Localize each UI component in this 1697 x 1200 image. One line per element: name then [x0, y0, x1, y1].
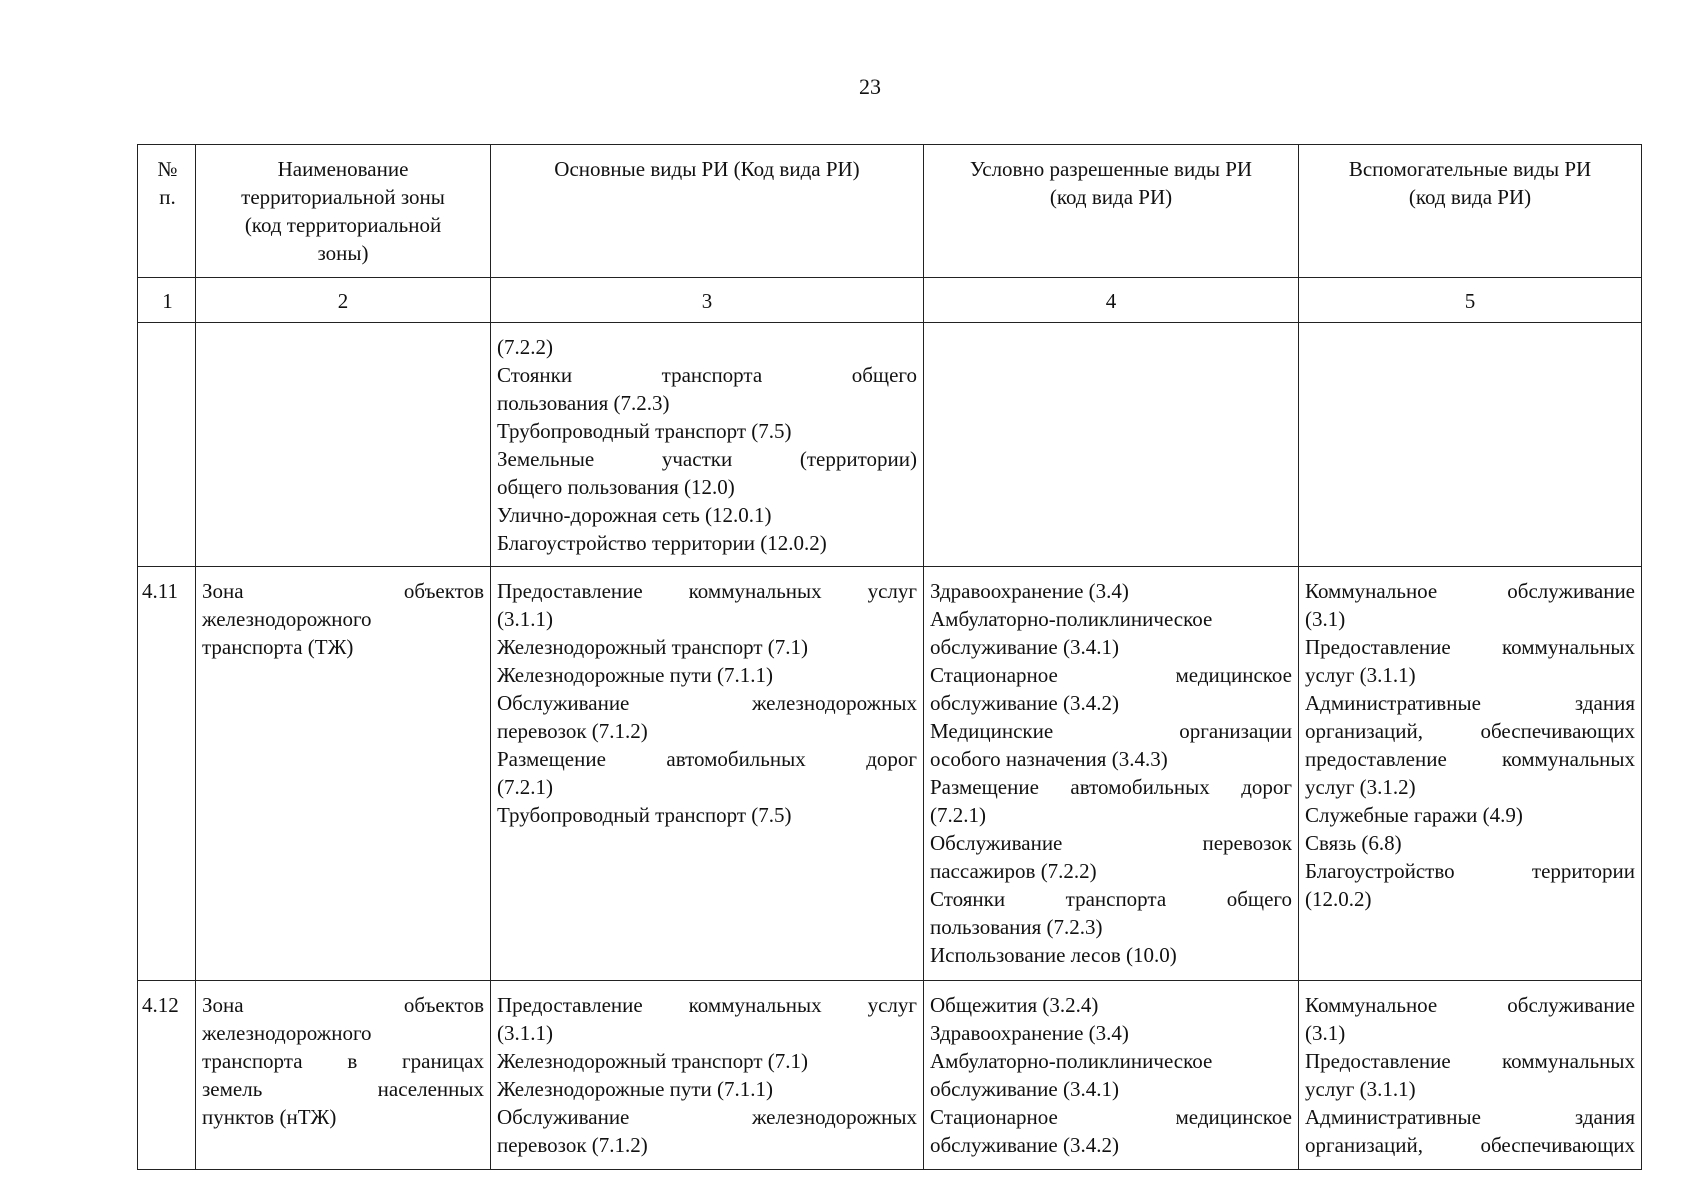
cell-line: Благоустройство территории [1305, 859, 1635, 883]
cell-line: Обслуживание железнодорожных [497, 1105, 917, 1129]
table-row [138, 981, 1642, 1170]
cell-line: Земельные участки (территории) [497, 447, 917, 471]
cell-line: пассажиров (7.2.2) [930, 859, 1097, 883]
auxiliary-uses-text [1305, 991, 1635, 1159]
cell-line: Предоставление коммунальных услуг [497, 579, 917, 603]
cell-line: особого назначения (3.4.3) [930, 747, 1168, 771]
page-number: 23 [859, 74, 881, 99]
cell-line: Стационарное медицинское [930, 663, 1292, 687]
column-number: 5 [1299, 278, 1642, 323]
main-uses-text [497, 577, 917, 829]
cell-line: услуг (3.1.2) [1305, 775, 1416, 799]
row-number: 4.11 [138, 567, 196, 981]
cell-line: Размещение автомобильных дорог [930, 775, 1292, 799]
cell-line: обслуживание (3.4.2) [930, 1133, 1119, 1157]
column-number-row [138, 278, 1642, 323]
cell-line: Коммунальное обслуживание [1305, 993, 1635, 1017]
cell-line: (7.2.1) [930, 803, 986, 827]
auxiliary-uses-cell [1299, 323, 1642, 567]
cell-line: Использование лесов (10.0) [930, 943, 1177, 967]
cell-line: обслуживание (3.4.2) [930, 691, 1119, 715]
cell-line: Здравоохранение (3.4) [930, 1021, 1129, 1045]
header-text [1305, 155, 1635, 211]
cell-line: обслуживание (3.4.1) [930, 635, 1119, 659]
cell-line: Обслуживание железнодорожных [497, 691, 917, 715]
cell-line: перевозок (7.1.2) [497, 719, 648, 743]
header-cell-conditional-uses [924, 145, 1299, 278]
cell-line: Железнодорожные пути (7.1.1) [497, 663, 774, 687]
cell-line: Улично-дорожная сеть (12.0.1) [497, 503, 772, 527]
cell-line: Здравоохранение (3.4) [930, 579, 1129, 603]
cell-line: Обслуживание перевозок [930, 831, 1292, 855]
cell-line: услуг (3.1.1) [1305, 1077, 1416, 1101]
cell-line: обслуживание (3.4.1) [930, 1077, 1119, 1101]
cell-line: Административные здания [1305, 691, 1635, 715]
cell-line: Наименование [277, 157, 409, 181]
header-text [142, 155, 193, 211]
column-number: 2 [196, 278, 491, 323]
cell-line: (код вида РИ) [1049, 185, 1173, 209]
cell-line: транспорта (ТЖ) [202, 635, 354, 659]
table-header-row [138, 145, 1642, 278]
column-number: 3 [491, 278, 924, 323]
row-number [138, 323, 196, 567]
cell-line: (3.1) [1305, 607, 1346, 631]
main-uses-cell [491, 323, 924, 567]
main-uses-cell [491, 567, 924, 981]
cell-line: Железнодорожные пути (7.1.1) [497, 1077, 774, 1101]
conditional-uses-cell [924, 323, 1299, 567]
cell-line: Стационарное медицинское [930, 1105, 1292, 1129]
zone-name-cell [196, 323, 491, 567]
cell-line: Железнодорожный транспорт (7.1) [497, 635, 809, 659]
cell-line: Благоустройство территории (12.0.2) [497, 531, 827, 555]
cell-line: Железнодорожный транспорт (7.1) [497, 1049, 809, 1073]
zone-name-text [202, 577, 484, 661]
cell-line: Коммунальное обслуживание [1305, 579, 1635, 603]
cell-line: общего пользования (12.0) [497, 475, 735, 499]
cell-line: Административные здания [1305, 1105, 1635, 1129]
cell-line: Основные виды РИ (Код вида РИ) [554, 157, 860, 181]
auxiliary-uses-cell [1299, 981, 1642, 1170]
cell-line: Предоставление коммунальных [1305, 635, 1635, 659]
cell-line: (код вида РИ) [1408, 185, 1532, 209]
cell-line: Зона объектов [202, 993, 484, 1017]
header-cell-main-uses [491, 145, 924, 278]
header-text [497, 155, 917, 183]
table-row [138, 323, 1642, 567]
zone-name-cell [196, 567, 491, 981]
cell-line: (3.1) [1305, 1021, 1346, 1045]
cell-line: (7.2.2) [497, 335, 553, 359]
column-number: 4 [924, 278, 1299, 323]
cell-line: Амбулаторно-поликлиническое [930, 607, 1213, 631]
cell-line: Общежития (3.2.4) [930, 993, 1099, 1017]
cell-line: перевозок (7.1.2) [497, 1133, 648, 1157]
auxiliary-uses-text [1305, 577, 1635, 913]
cell-line: организаций, обеспечивающих [1305, 1133, 1635, 1157]
cell-line: пользования (7.2.3) [497, 391, 670, 415]
cell-line: Стоянки транспорта общего [930, 887, 1292, 911]
row-number: 4.12 [138, 981, 196, 1170]
cell-line: п. [159, 185, 176, 209]
cell-line: Условно разрешенные виды РИ [969, 157, 1253, 181]
cell-line: зоны) [317, 241, 369, 265]
cell-line: услуг (3.1.1) [1305, 663, 1416, 687]
cell-line: Вспомогательные виды РИ [1348, 157, 1592, 181]
cell-line: организаций, обеспечивающих [1305, 719, 1635, 743]
conditional-uses-text [930, 991, 1292, 1159]
cell-line: Служебные гаражи (4.9) [1305, 803, 1523, 827]
main-uses-cell [491, 981, 924, 1170]
cell-line: Трубопроводный транспорт (7.5) [497, 419, 792, 443]
cell-line: территориальной зоны [241, 185, 445, 209]
cell-line: Трубопроводный транспорт (7.5) [497, 803, 792, 827]
header-cell-zone-name [196, 145, 491, 278]
cell-line: (7.2.1) [497, 775, 553, 799]
auxiliary-uses-cell [1299, 567, 1642, 981]
cell-line: (3.1.1) [497, 607, 553, 631]
main-uses-text [497, 991, 917, 1159]
header-text [930, 155, 1292, 211]
cell-line: (код территориальной [244, 213, 442, 237]
main-uses-text [497, 333, 917, 557]
conditional-uses-cell [924, 567, 1299, 981]
cell-line: Размещение автомобильных дорог [497, 747, 917, 771]
cell-line: № [157, 157, 178, 181]
conditional-uses-text [930, 577, 1292, 969]
cell-line: транспорта в границах [202, 1049, 484, 1073]
header-cell-number [138, 145, 196, 278]
cell-line: Амбулаторно-поликлиническое [930, 1049, 1213, 1073]
zone-name-text [202, 991, 484, 1131]
cell-line: Стоянки транспорта общего [497, 363, 917, 387]
zones-table [137, 144, 1642, 1170]
cell-line: Связь (6.8) [1305, 831, 1402, 855]
column-number: 1 [138, 278, 196, 323]
header-cell-auxiliary-uses [1299, 145, 1642, 278]
cell-line: железнодорожного [202, 607, 372, 631]
cell-line: пользования (7.2.3) [930, 915, 1103, 939]
header-text [202, 155, 484, 267]
cell-line: Зона объектов [202, 579, 484, 603]
table-row [138, 567, 1642, 981]
cell-line: Предоставление коммунальных услуг [497, 993, 917, 1017]
cell-line: пунктов (нТЖ) [202, 1105, 337, 1129]
cell-line: Предоставление коммунальных [1305, 1049, 1635, 1073]
cell-line: (12.0.2) [1305, 887, 1372, 911]
cell-line: (3.1.1) [497, 1021, 553, 1045]
cell-line: предоставление коммунальных [1305, 747, 1635, 771]
zone-name-cell [196, 981, 491, 1170]
cell-line: Медицинские организации [930, 719, 1292, 743]
cell-line: земель населенных [202, 1077, 484, 1101]
cell-line: железнодорожного [202, 1021, 372, 1045]
conditional-uses-cell [924, 981, 1299, 1170]
